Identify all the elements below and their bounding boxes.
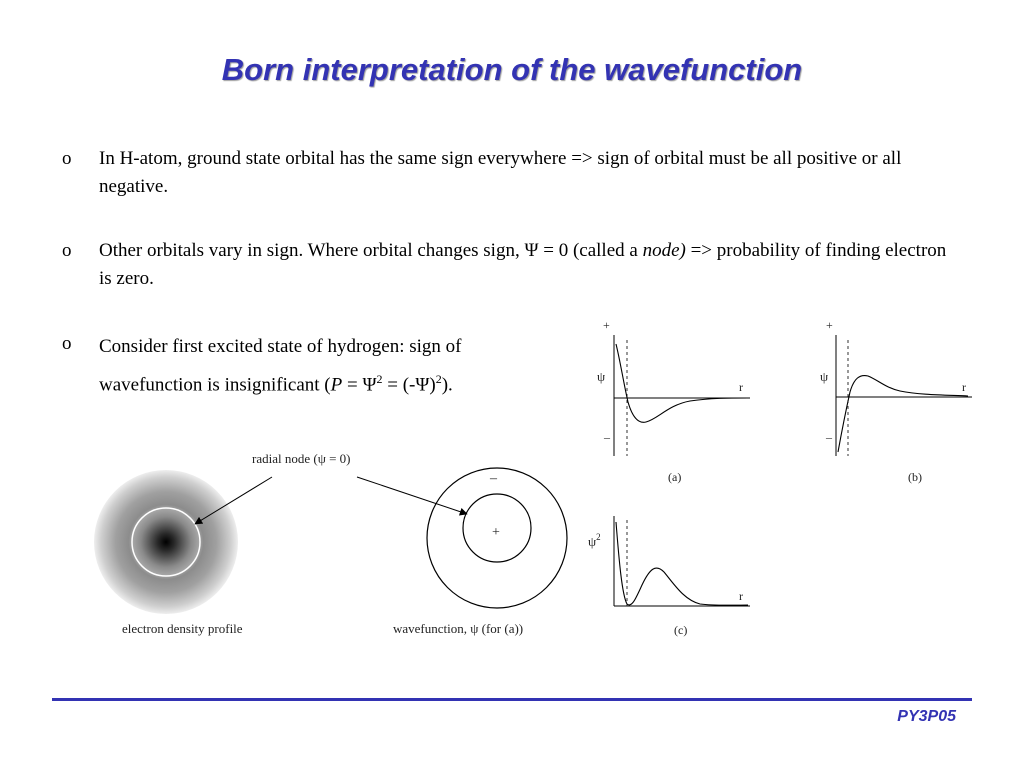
plot-a-curve: [616, 344, 748, 422]
bullet-marker: o: [62, 333, 72, 354]
plot-a: [597, 318, 750, 484]
plot-b-minus: –: [826, 430, 832, 444]
bullet-marker: o: [62, 240, 72, 261]
plot-b-xlabel: r: [962, 380, 966, 394]
plot-c: [588, 516, 750, 637]
bullet-text: Other orbitals vary in sign. Where orbital changes sign, Ψ = 0 (called a node) => probability of finding electron is zero.: [99, 240, 947, 289]
plot-a-ylabel: ψ: [597, 369, 606, 384]
arrow-to-wavefunction: [357, 477, 467, 514]
plot-a-caption: (a): [668, 470, 682, 484]
inner-sign-label: +: [492, 525, 500, 540]
wavefunction-caption: wavefunction, ψ (for (a)): [393, 621, 524, 636]
plot-b-caption: (b): [908, 470, 922, 484]
plot-c-xlabel: r: [739, 589, 743, 603]
plot-b: [820, 318, 972, 484]
plot-c-curve: [616, 522, 748, 605]
radial-node-label: radial node (ψ = 0): [252, 451, 351, 466]
plot-b-ylabel: ψ: [820, 369, 829, 384]
plot-a-minus: –: [604, 430, 610, 444]
bullet-text: In H-atom, ground state orbital has the same sign everywhere => sign of orbital must be all positive or all negative.: [99, 148, 902, 197]
electron-density-disc: [94, 470, 238, 614]
outer-sign-label: –: [490, 471, 497, 486]
plot-a-xlabel: r: [739, 380, 743, 394]
density-caption: electron density profile: [122, 621, 243, 636]
bullet-text: Consider first excited state of hydrogen: sign of wavefunction is insignificant $(P = \Psi^2 = (-\Psi)^2)$.: [99, 336, 462, 396]
footer-rule: [52, 698, 972, 701]
plot-b-plus: +: [826, 318, 833, 332]
plot-c-ylabel: $\psi^2$: [588, 532, 601, 549]
slide-title: Born interpretation of the wavefunction: [221, 52, 803, 87]
plot-c-caption: (c): [674, 623, 688, 637]
footer-course-code: PY3P05: [897, 708, 956, 725]
plot-a-plus: +: [603, 318, 610, 332]
plot-b-curve: [838, 376, 968, 452]
bullet-marker: o: [62, 148, 72, 169]
